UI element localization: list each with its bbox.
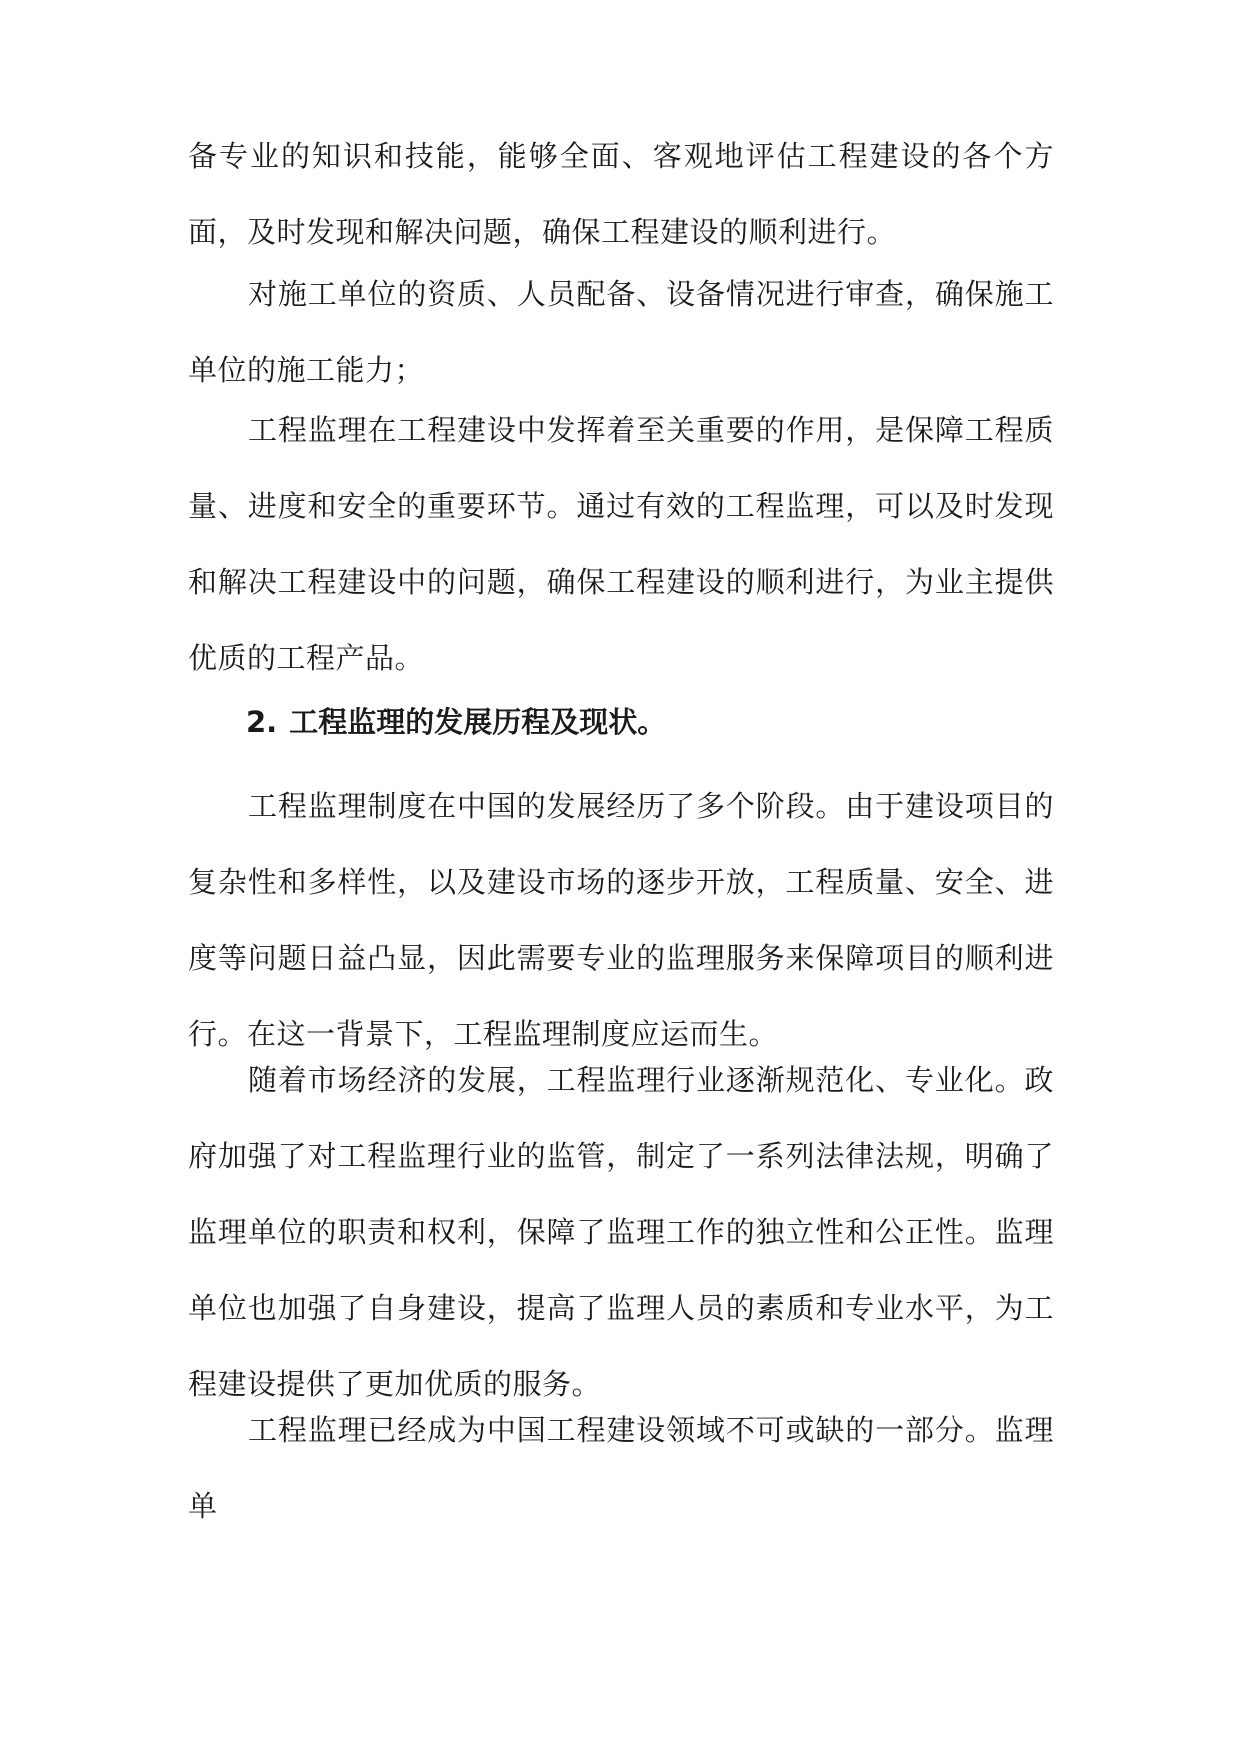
paragraph-supervision-role: 工程监理在工程建设中发挥着至关重要的作用，是保障工程质量、进度和安全的重要环节。通过有效的工程监理，可以及时发现和解决工程建设中的问题，确保工程建设的顺利进行，为业主提供优质的工程产品。: [188, 413, 1054, 675]
section-number: 2.: [246, 705, 278, 739]
section-title: 工程监理的发展历程及现状。: [289, 705, 667, 739]
paragraph-continuation: 备专业的知识和技能，能够全面、客观地评估工程建设的各个方面，及时发现和解决问题，确保工程建设的顺利进行。: [188, 139, 1054, 249]
paragraph-history: 工程监理制度在中国的发展经历了多个阶段。由于建设项目的复杂性和多样性，以及建设市场的逐步开放，工程质量、安全、进度等问题日益凸显，因此需要专业的监理服务来保障项目的顺利进行。在这一背景下，工程监理制度应运而生。: [188, 789, 1054, 1051]
section-heading: [246, 692, 1046, 752]
paragraph-development: 随着市场经济的发展，工程监理行业逐渐规范化、专业化。政府加强了对工程监理行业的监管，制定了一系列法律法规，明确了监理单位的职责和权利，保障了监理工作的独立性和公正性。监理单位也加强了自身建设，提高了监理人员的素质和专业水平，为工程建设提供了更加优质的服务。: [188, 1063, 1054, 1401]
paragraph-qualification-review: 对施工单位的资质、人员配备、设备情况进行审查，确保施工单位的施工能力；: [188, 277, 1054, 387]
paragraph-current-status: 工程监理已经成为中国工程建设领域不可或缺的一部分。监理单: [188, 1413, 1054, 1523]
